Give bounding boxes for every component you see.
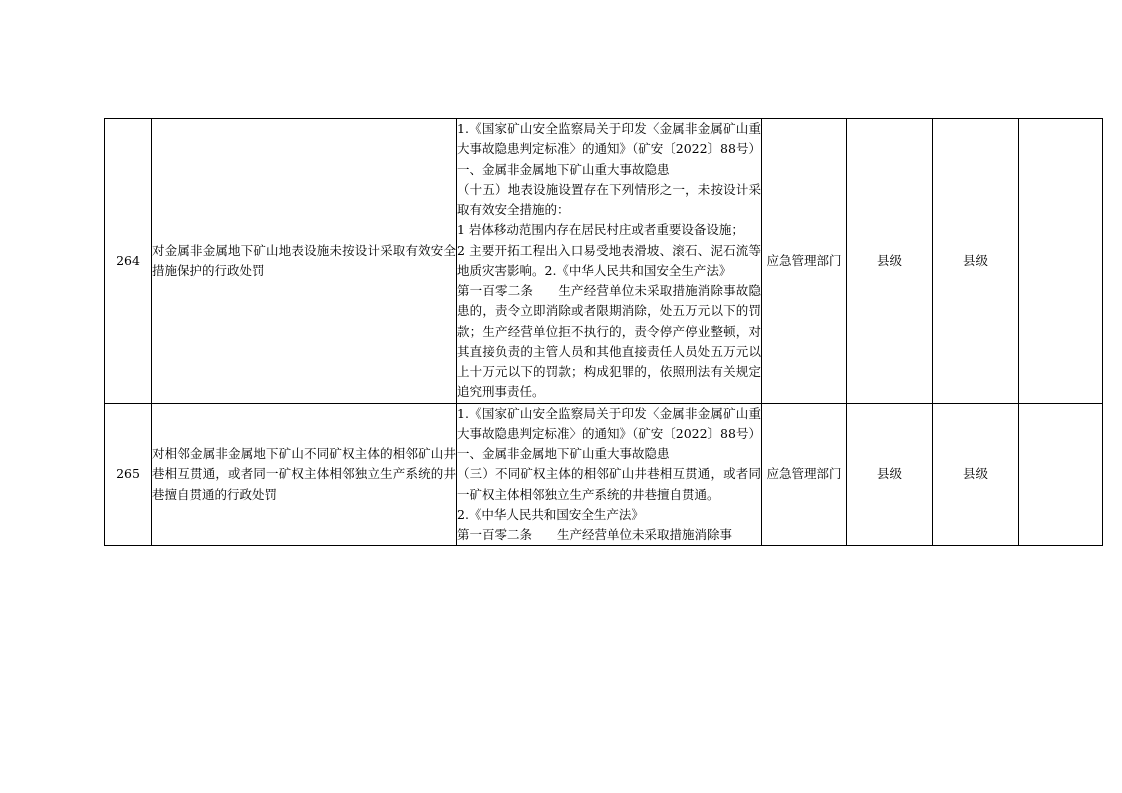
row-level-two: 县级: [933, 403, 1019, 546]
basis-paragraph: 1.《国家矿山安全监察局关于印发〈金属非金属矿山重大事故隐患判定标准〉的通知》（矿安〔2022〕88号）: [457, 405, 761, 441]
row-legal-basis: [457, 119, 762, 404]
basis-paragraph: 2.《中华人民共和国安全生产法》: [457, 506, 644, 522]
row-item-name: 对金属非金属地下矿山地表设施未按设计采取有效安全措施保护的行政处罚: [152, 119, 457, 404]
basis-paragraph: 一、金属非金属地下矿山重大事故隐患: [457, 161, 670, 177]
basis-paragraph: （十五）地表设施设置存在下列情形之一，未按设计采取有效安全措施的：: [457, 181, 761, 217]
row-number: 264: [105, 119, 152, 404]
row-blank-cell: [1019, 119, 1103, 404]
row-department: 应急管理部门: [762, 403, 847, 546]
row-blank-cell: [1019, 403, 1103, 546]
basis-paragraph: 2 主要开拓工程出入口易受地表滑坡、滚石、泥石流等地质灾害影响。2.《中华人民共和国安全生产法》: [457, 242, 761, 278]
basis-paragraph: 1.《国家矿山安全监察局关于印发〈金属非金属矿山重大事故隐患判定标准〉的通知》（矿安〔2022〕88号）: [457, 121, 761, 157]
table-row: [105, 403, 1103, 546]
row-legal-basis: [457, 403, 762, 546]
basis-paragraph: 第一百零二条 生产经营单位未采取措施消除事故隐患的，责令立即消除或者限期消除，处五万元以下的罚款；生产经营单位拒不执行的，责令停产停业整顿，对其直接负责的主管人员和其他直接责任人员处五万元以上十万元以下的罚款；构成犯罪的，依照刑法有关规定追究刑事责任。: [457, 283, 761, 400]
table-row: [105, 119, 1103, 404]
row-item-name: 对相邻金属非金属地下矿山不同矿权主体的相邻矿山井巷相互贯通，或者同一矿权主体相邻独立生产系统的井巷擅自贯通的行政处罚: [152, 403, 457, 546]
basis-paragraph: 1 岩体移动范围内存在居民村庄或者重要设备设施；: [457, 222, 744, 238]
basis-paragraph: 第一百零二条 生产经营单位未采取措施消除事: [457, 527, 733, 542]
row-number: 265: [105, 403, 152, 546]
row-level-one: 县级: [847, 119, 933, 404]
basis-paragraph: 一、金属非金属地下矿山重大事故隐患: [457, 446, 670, 461]
row-level-two: 县级: [933, 119, 1019, 404]
basis-paragraph: （三）不同矿权主体的相邻矿山井巷相互贯通，或者同一矿权主体相邻独立生产系统的井巷擅自贯通。: [457, 466, 761, 502]
row-level-one: 县级: [847, 403, 933, 546]
regulation-table: [104, 118, 1103, 546]
row-department: 应急管理部门: [762, 119, 847, 404]
